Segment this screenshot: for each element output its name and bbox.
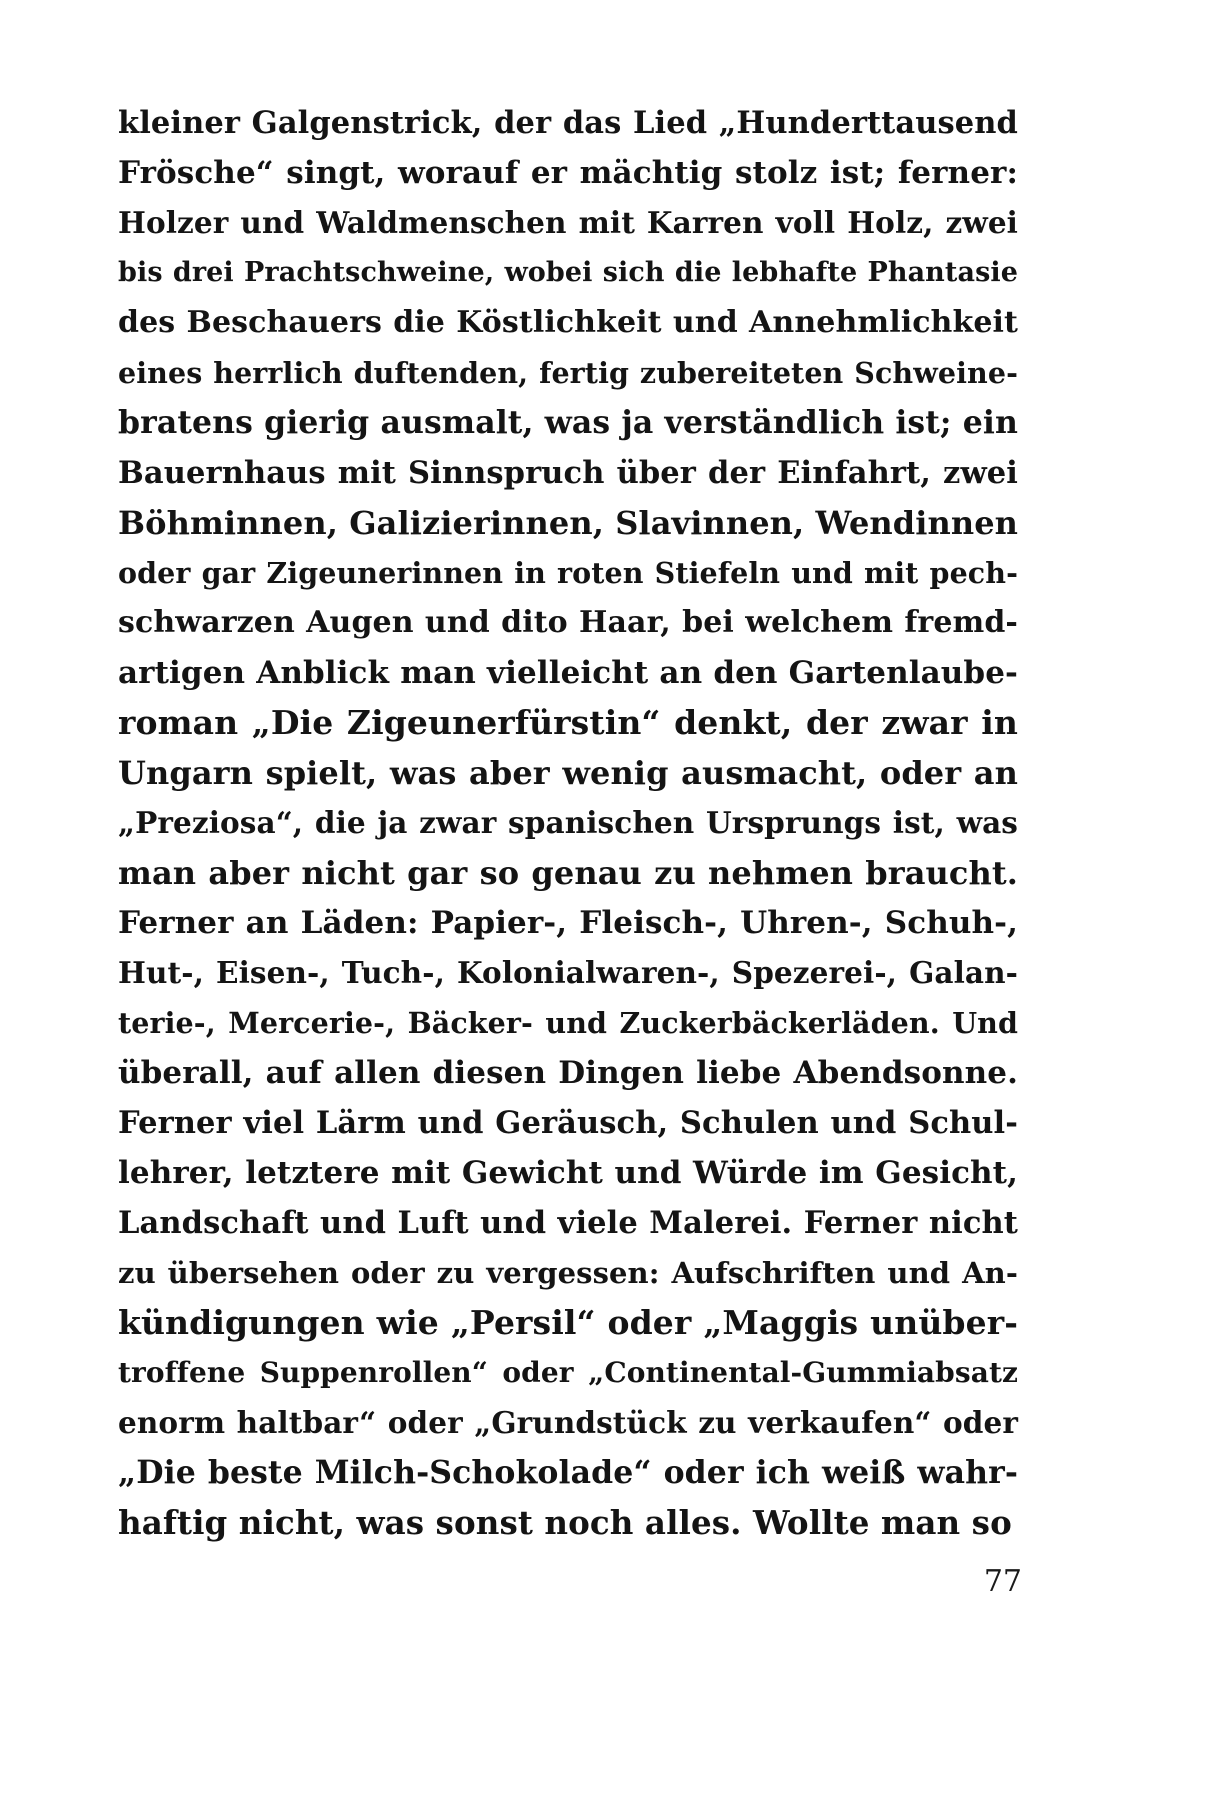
text-line: terie-, Mercerie-, Bäcker- und Zuckerbäckerläden. Und <box>118 1006 1018 1040</box>
text-line: des Beschauers die Köstlichkeit und Annehmlichkeit <box>118 305 1018 340</box>
text-line: Frösche“ singt, worauf er mächtig stolz ist; ferner: <box>118 155 1018 191</box>
text-line: roman „Die Zigeunerfürstin“ denkt, der zwar in <box>118 703 1018 742</box>
text-line: troffene Suppenrollen“ oder „Continental-Gummiabsatz <box>118 1356 1018 1389</box>
text-line: überall, auf allen diesen Dingen liebe Abendsonne. <box>118 1055 1018 1091</box>
text-line: schwarzen Augen und dito Haar, bei welchem fremd- <box>118 605 1018 640</box>
text-line: „Die beste Milch-Schokolade“ oder ich weiß wahr- <box>118 1454 1018 1491</box>
text-line: man aber nicht gar so genau zu nehmen braucht. <box>118 854 1018 892</box>
text-line: kleiner Galgenstrick, der das Lied „Hunderttausend <box>118 105 1018 141</box>
body-text <box>118 98 1018 1548</box>
text-line: lehrer, letztere mit Gewicht und Würde im Gesicht, <box>118 1155 1018 1191</box>
text-line: haftig nicht, was sonst noch alles. Wollte man so <box>118 1503 1012 1542</box>
text-line: bratens gierig ausmalt, was ja verständlich ist; ein <box>118 404 1018 441</box>
text-line: oder gar Zigeunerinnen in roten Stiefeln und mit pech- <box>118 556 1018 590</box>
text-line: Bauernhaus mit Sinnspruch über der Einfahrt, zwei <box>118 455 1018 491</box>
text-line: kündigungen wie „Persil“ oder „Maggis unüber- <box>118 1303 1018 1342</box>
text-line: Landschaft und Luft und viele Malerei. Ferner nicht <box>118 1205 1018 1241</box>
text-line: Ferner viel Lärm und Geräusch, Schulen und Schul- <box>118 1105 1018 1141</box>
text-line: Holzer und Waldmenschen mit Karren voll Holz, zwei <box>118 205 1018 240</box>
text-line: eines herrlich duftenden, fertig zubereiteten Schweine- <box>118 356 1018 390</box>
text-line: Böhminnen, Galizierinnen, Slavinnen, Wendinnen <box>118 504 1019 542</box>
text-line: Hut-, Eisen-, Tuch-, Kolonialwaren-, Spezerei-, Galan- <box>118 955 1018 990</box>
text-line: „Preziosa“, die ja zwar spanischen Ursprungs ist, was <box>118 805 1018 840</box>
text-line: Ferner an Läden: Papier-, Fleisch-, Uhren-, Schuh-, <box>118 905 1018 941</box>
page-number: 77 <box>983 1564 1022 1599</box>
text-line: zu übersehen oder zu vergessen: Aufschriften und An- <box>118 1256 1018 1290</box>
text-line: artigen Anblick man vielleicht an den Gartenlaube- <box>118 655 1018 691</box>
text-line: Ungarn spielt, was aber wenig ausmacht, oder an <box>118 754 1018 792</box>
text-line: enorm haltbar“ oder „Grundstück zu verkaufen“ oder <box>118 1405 1018 1440</box>
text-line: bis drei Prachtschweine, wobei sich die lebhafte Phantasie <box>118 257 1018 288</box>
